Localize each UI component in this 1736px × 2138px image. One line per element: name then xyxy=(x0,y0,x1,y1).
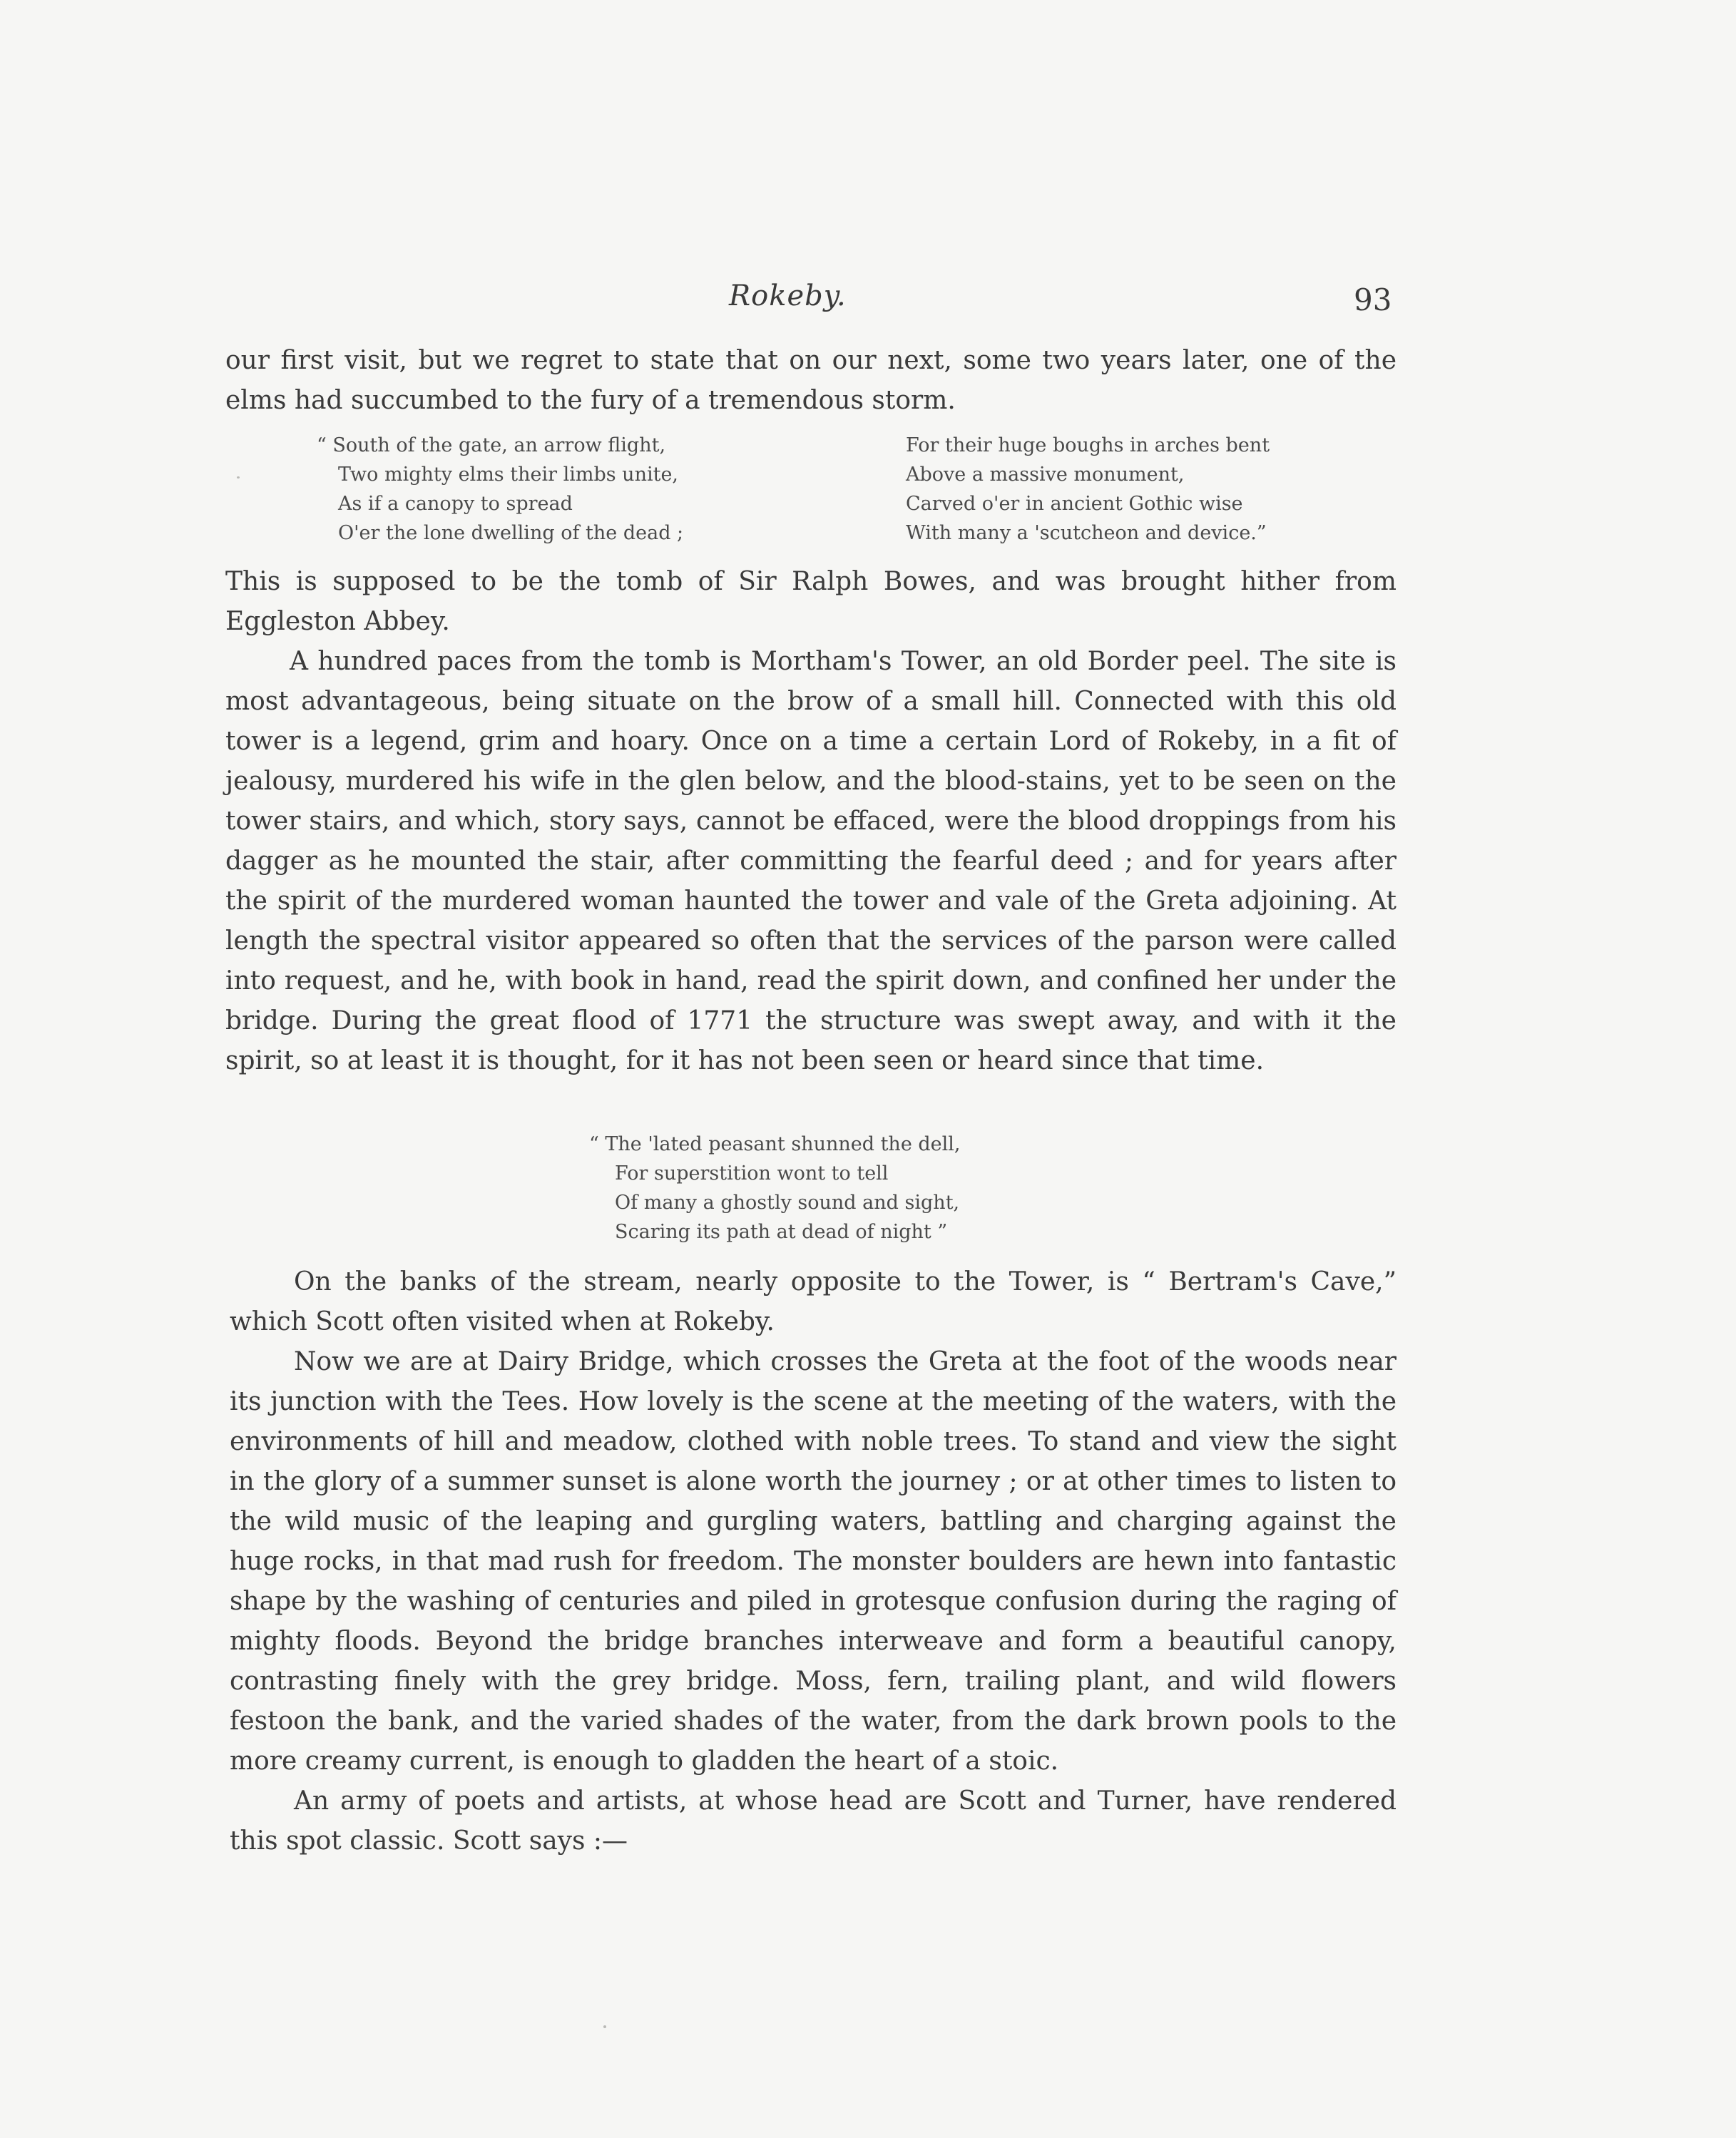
verse-line: For superstition wont to tell xyxy=(615,1162,889,1185)
verse-line: “ South of the gate, an arrow flight, xyxy=(317,434,666,456)
verse-line: For their huge boughs in arches bent xyxy=(906,434,1270,456)
paper-speck-mark xyxy=(603,2025,606,2028)
verse-quotation-two-column xyxy=(317,431,1358,552)
verse-line: “ The 'lated peasant shunned the dell, xyxy=(589,1133,961,1155)
paragraph-tomb: This is supposed to be the tomb of Sir Ralph Bowes, and was brought hither from Eggleston Abbey. xyxy=(225,567,1397,636)
paper-speck-mark xyxy=(237,476,240,479)
paragraph-continuation: our first visit, but we regret to state that on our next, some two years later, one of the elms had succumbed to the fury of a tremendous storm. xyxy=(225,346,1397,415)
closing-paragraph-block xyxy=(230,1262,1397,1861)
paragraph-bertrams-cave: On the banks of the stream, nearly opposite to the Tower, is “ Bertram's Cave,” which Scott often visited when at Rokeby. xyxy=(230,1267,1397,1336)
running-title: Rokeby. xyxy=(729,280,847,312)
verse-line: Two mighty elms their limbs unite, xyxy=(338,464,679,486)
verse-line: O'er the lone dwelling of the dead ; xyxy=(338,522,684,544)
running-head xyxy=(0,280,1736,322)
verse-line: Of many a ghostly sound and sight, xyxy=(615,1192,960,1214)
verse-line: Scaring its path at dead of night ” xyxy=(615,1221,948,1243)
verse-column-right xyxy=(906,431,1270,548)
page-number: 93 xyxy=(1354,282,1392,317)
opening-paragraph-block xyxy=(225,341,1397,421)
paragraph-mortham-tower: A hundred paces from the tomb is Mortham's Tower, an old Border peel. The site is most advantageous, being situate on the brow of a small hill. Connected with this old tower is a legend, grim and hoary. Once on a time a certain Lord of Rokeby, in a fit of jealousy, murdered his wife in the glen below, and the blood-stains, yet to be seen on the tower stairs, and which, story says, cannot be effaced, were the blood droppings from his dagger as he mounted the stair, after committing the fearful deed ; and for years after the spirit of the murdered woman haunted the tower and vale of the Greta adjoining. At length the spectral visitor appeared so often that the services of the parson were called into request, and he, with book in hand, read the spirit down, and confined her under the bridge. During the great flood of 1771 the structure was swept away, and with it the spirit, so at least it is thought, for it has not been seen or heard since that time. xyxy=(225,647,1397,1075)
verse-column-left xyxy=(317,431,683,548)
middle-paragraph-block xyxy=(225,562,1397,1081)
verse-quotation-centered xyxy=(589,1130,961,1247)
verse-line: Carved o'er in ancient Gothic wise xyxy=(906,493,1243,515)
paragraph-poets-artists: An army of poets and artists, at whose head are Scott and Turner, have rendered this spot classic. Scott says :— xyxy=(230,1786,1397,1856)
verse-line: Above a massive monument, xyxy=(906,464,1185,486)
verse-line: As if a canopy to spread xyxy=(338,493,573,515)
verse-line: With many a 'scutcheon and device.” xyxy=(906,522,1267,544)
paragraph-dairy-bridge: Now we are at Dairy Bridge, which crosses the Greta at the foot of the woods near its junction with the Tees. How lovely is the scene at the meeting of the waters, with the environments of hill and meadow, clothed with noble trees. To stand and view the sight in the glory of a summer sunset is alone worth the journey ; or at other times to listen to the wild music of the leaping and gurgling waters, battling and charging against the huge rocks, in that mad rush for freedom. The monster boulders are hewn into fantastic shape by the washing of centuries and piled in grotesque confusion during the raging of mighty floods. Beyond the bridge branches interweave and form a beautiful canopy, contrasting finely with the grey bridge. Moss, fern, trailing plant, and wild flowers festoon the bank, and the varied shades of the water, from the dark brown pools to the more creamy current, is enough to gladden the heart of a stoic. xyxy=(230,1347,1397,1776)
